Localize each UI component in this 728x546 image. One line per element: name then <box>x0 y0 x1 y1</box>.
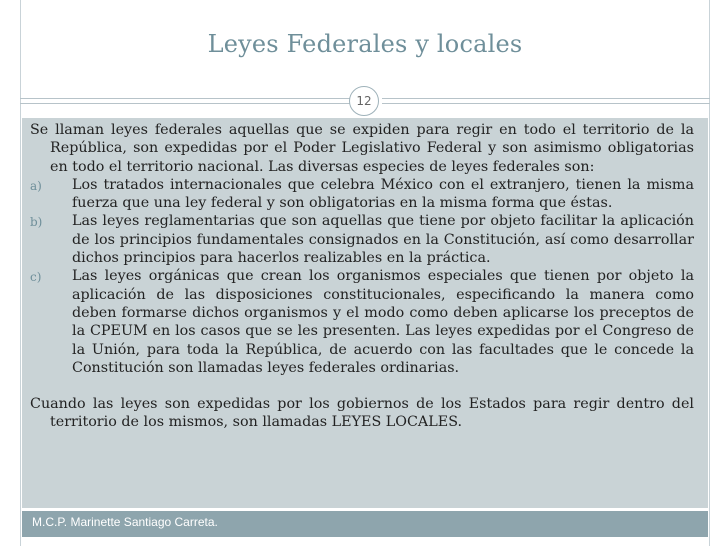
list-marker: b) <box>30 215 43 230</box>
list-marker: a) <box>30 178 42 193</box>
title-rule-left-2 <box>20 103 350 104</box>
list-item-text: Las leyes orgánicas que crean los organismos especiales que tienen por objeto la aplicación de las disposiciones constitucionales, especificando la manera como deben formarse dichos organismos y el modo como deben aplicarse los preceptos de la CPEUM en los casos que se les presenten. Las leyes expedidas por el Congreso de la Unión, para toda la República, de acuerdo con las facultades que le concede la Constitución son llamadas leyes federales ordinarias. <box>72 268 694 376</box>
list-item-text: Las leyes reglamentarias que son aquellas que tiene por objeto facilitar la aplicación de los principios fundamentales consignados en la Constitución, así como desarrollar dichos principios para hacerlos realizables en la práctica. <box>72 213 694 267</box>
title-rule-left <box>20 98 350 99</box>
title-rule-right-2 <box>382 103 710 104</box>
list-marker: c) <box>30 270 42 285</box>
list-item <box>30 176 694 213</box>
page-number: 12 <box>349 86 379 116</box>
closing-paragraph: Cuando las leyes son expedidas por los gobiernos de los Estados para regir dentro del territorio de los mismos, son llamadas LEYES LOCALES. <box>30 396 694 431</box>
slide-title: Leyes Federales y locales <box>207 30 523 58</box>
footer-author: M.C.P. Marinette Santiago Carreta. <box>32 515 218 529</box>
list-item-text: Los tratados internacionales que celebra México con el extranjero, tienen la misma fuerza que una ley federal y son obligatorias en la misma forma que éstas. <box>72 176 694 212</box>
list-item <box>30 267 694 377</box>
title-rule-right <box>382 98 710 99</box>
content-text <box>30 121 694 432</box>
spacer <box>30 377 694 395</box>
intro-paragraph: Se llaman leyes federales aquellas que se expiden para regir en todo el territorio de la República, son expedidas por el Poder Legislativo Federal y son asimismo obligatorias en todo el territorio nacional. Las diversas especies de leyes federales son: <box>30 122 694 175</box>
list-item <box>30 212 694 267</box>
